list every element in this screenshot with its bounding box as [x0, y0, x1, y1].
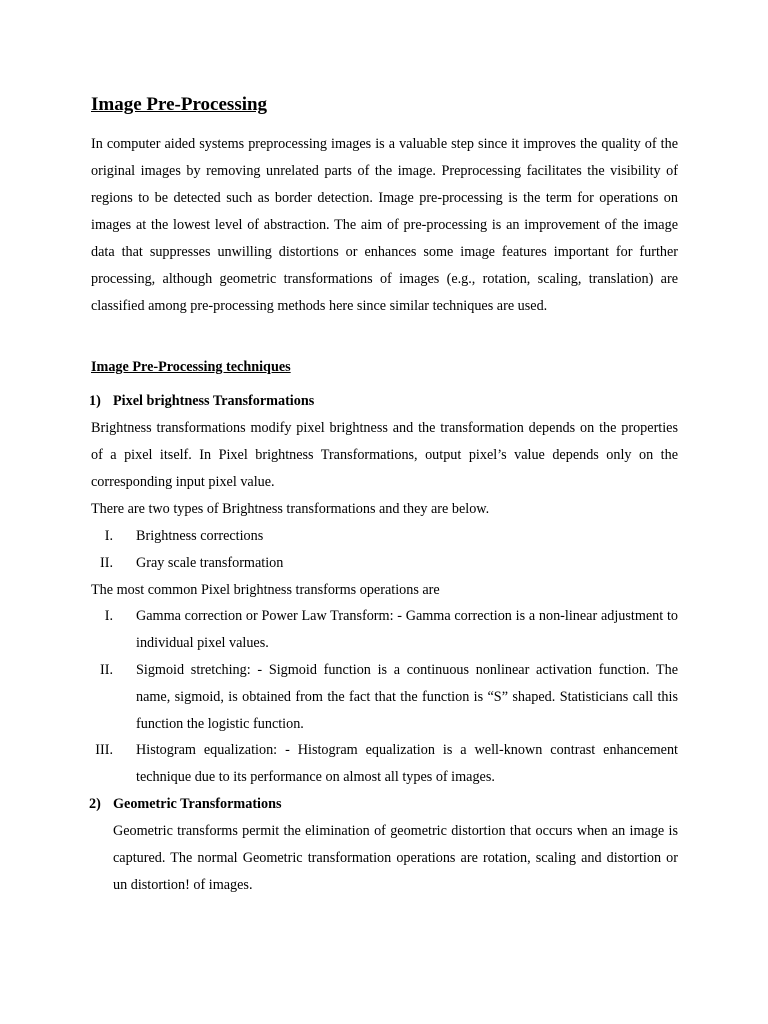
- section-2-title: Geometric Transformations: [113, 796, 282, 812]
- list-item-number: II.: [100, 662, 113, 678]
- section-1-number: 1): [89, 393, 101, 409]
- ops-intro: The most common Pixel brightness transforms operations are: [91, 582, 440, 598]
- list-item-number: II.: [100, 555, 113, 571]
- list-item-text: Gamma correction or Power Law Transform: - Gamma correction is a non-linear adjustment to individual pixel values.: [136, 608, 678, 651]
- intro-paragraph: In computer aided systems preprocessing images is a valuable step since it improves the quality of the original images by removing unrelated parts of the image. Preprocessing facilitates the visibility of regions to be detected such as border detection. Image pre-processing is the term for operations on images at the lowest level of abstraction. The aim of pre-processing is an improvement of the image data that suppresses unwilling distortions or enhances some image features important for further processing, although geometric transformations of images (e.g., rotation, scaling, translation) are classified among pre-processing methods here since similar techniques are used.: [91, 136, 678, 314]
- section-1-title: Pixel brightness Transformations: [113, 393, 315, 409]
- list-item-text: Brightness corrections: [136, 528, 264, 544]
- page-title: Image Pre-Processing: [91, 94, 268, 115]
- section-1-paragraph: Brightness transformations modify pixel brightness and the transformation depends on the properties of a pixel itself. In Pixel brightness Transformations, output pixel’s value depends only on the corresponding input pixel value.: [91, 420, 678, 490]
- list-item-number: I.: [104, 608, 113, 624]
- list-item-number: III.: [95, 742, 113, 758]
- list-item-number: I.: [104, 528, 113, 544]
- types-intro: There are two types of Brightness transformations and they are below.: [91, 501, 490, 517]
- techniques-heading: Image Pre-Processing techniques: [91, 359, 291, 375]
- section-2-paragraph: Geometric transforms permit the elimination of geometric distortion that occurs when an image is captured. The normal Geometric transformation operations are rotation, scaling and distortion or un distortion! of images.: [113, 823, 678, 893]
- section-2-number: 2): [89, 796, 101, 812]
- list-item-text: Histogram equalization: - Histogram equalization is a well-known contrast enhancement technique due to its performance on almost all types of images.: [136, 742, 678, 785]
- list-item-text: Sigmoid stretching: - Sigmoid function is a continuous nonlinear activation function. The name, sigmoid, is obtained from the fact that the function is “S” shaped. Statisticians call this function the logistic function.: [136, 662, 678, 732]
- list-item-text: Gray scale transformation: [136, 555, 284, 571]
